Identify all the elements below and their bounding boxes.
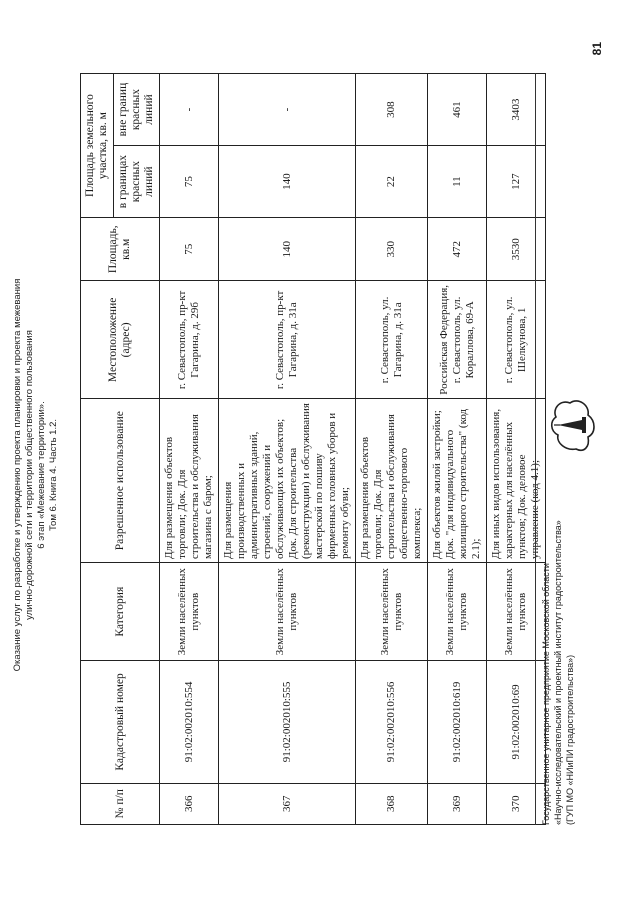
cell-cadastral: 91:02:002010:619 xyxy=(428,661,487,783)
cell-cadastral: 91:02:002010:555 xyxy=(219,661,356,783)
cell-area: 140 xyxy=(219,218,356,281)
cell-area: 472 xyxy=(428,218,487,281)
table-row xyxy=(219,74,356,825)
header-plot-area-group: Площадь земельного участка, кв. м xyxy=(81,74,114,218)
cell-outside: 461 xyxy=(428,74,487,146)
footer-line-3: (ГУП МО «НИиПИ градостроительства») xyxy=(565,654,575,825)
cell-num: 367 xyxy=(219,783,356,824)
cell-num: 369 xyxy=(428,783,487,824)
cell-category: Земли населённых пунктов xyxy=(428,563,487,661)
cell-location: г. Севастополь, ул. Гагарина, д. 31а xyxy=(356,281,428,399)
header-category: Категория xyxy=(81,563,160,661)
cell-category: Земли населённых пунктов xyxy=(487,563,546,661)
land-plots-table xyxy=(80,73,546,825)
table-row xyxy=(487,74,546,825)
cell-inside: 127 xyxy=(487,146,546,218)
cell-area: 330 xyxy=(356,218,428,281)
cell-location: г. Севастополь, ул. Шелкунова, 1 xyxy=(487,281,546,399)
cell-cadastral: 91:02:002010:556 xyxy=(356,661,428,783)
cell-cadastral: 91:02:002010:554 xyxy=(160,661,219,783)
page-number: 81 xyxy=(590,42,604,56)
footer-divider xyxy=(535,73,536,825)
header-cadastral: Кадастровый номер xyxy=(81,661,160,783)
header-outside-red-lines: вне границ красных линий xyxy=(114,74,160,146)
header-line-4: Том 6. Книга 4. Часть 1.2. xyxy=(48,418,59,532)
cell-location: Российская Федерация, г. Севастополь, ул. Кораллова, 69-А xyxy=(428,281,487,399)
institute-emblem-icon xyxy=(546,395,598,455)
cell-category: Земли населённых пунктов xyxy=(160,563,219,661)
cell-num: 370 xyxy=(487,783,546,824)
cell-num: 366 xyxy=(160,783,219,824)
cell-permitted-use: Для объектов жилой застройки; Док. "для индивидуального жилищного строительства" (код 2.1); xyxy=(428,399,487,563)
header-location: Местоположение (адрес) xyxy=(81,281,160,399)
cell-outside: - xyxy=(160,74,219,146)
cell-num: 368 xyxy=(356,783,428,824)
header-line-2: улично-дорожной сети и территории общественного пользования xyxy=(24,330,35,620)
cell-outside: 308 xyxy=(356,74,428,146)
cell-location: г. Севастополь, пр-кт Гагарина, д. 31а xyxy=(219,281,356,399)
footer-line-2: «Научно-исследовательский и проектный институт градостроительства» xyxy=(553,520,563,825)
header-permitted-use: Разрешенное использование xyxy=(81,399,160,563)
cell-permitted-use: Для размещения производственных и административных зданий, строений, сооружений и обслуживающих их объектов; Док. Для строительства (реконструкции) и обслуживания мастерской по пошиву фирменных головных уборов и ремонту обуви; xyxy=(219,399,356,563)
table-row xyxy=(428,74,487,825)
header-area: Площадь, кв.м xyxy=(81,218,160,281)
header-line-1: Оказание услуг по разработке и утверждению проекта планировки и проекта межевания xyxy=(12,278,23,672)
header-line-3: 6 этап «Межевание территории». xyxy=(36,401,47,549)
cell-permitted-use: Для размещения объектов торговли; Док. Для строительства и обслуживания магазина с баром; xyxy=(160,399,219,563)
cell-location: г. Севастополь, пр-кт Гагарина, д. 29б xyxy=(160,281,219,399)
cell-area: 3530 xyxy=(487,218,546,281)
cell-inside: 11 xyxy=(428,146,487,218)
cell-category: Земли населённых пунктов xyxy=(356,563,428,661)
table-row xyxy=(160,74,219,825)
cell-inside: 75 xyxy=(160,146,219,218)
cell-inside: 140 xyxy=(219,146,356,218)
footer-line-1: Государственное унитарное предприятие Московской области xyxy=(541,563,551,825)
header-num: № п/п xyxy=(81,783,160,824)
cell-outside: - xyxy=(219,74,356,146)
cell-inside: 22 xyxy=(356,146,428,218)
cell-outside: 3403 xyxy=(487,74,546,146)
cell-cadastral: 91:02:002010:69 xyxy=(487,661,546,783)
document-header xyxy=(12,215,60,735)
table-row xyxy=(356,74,428,825)
cell-area: 75 xyxy=(160,218,219,281)
table-header-row xyxy=(81,74,114,825)
header-inside-red-lines: в границах красных линий xyxy=(114,146,160,218)
cell-permitted-use: Для иных видов использования, характерных для населённых пунктов; Док. деловое управление (код 4.1); xyxy=(487,399,546,563)
cell-permitted-use: Для размещения объектов торговли; Док. Для строительства и обслуживания общественно-торгового комплекса; xyxy=(356,399,428,563)
cell-category: Земли населённых пунктов xyxy=(219,563,356,661)
